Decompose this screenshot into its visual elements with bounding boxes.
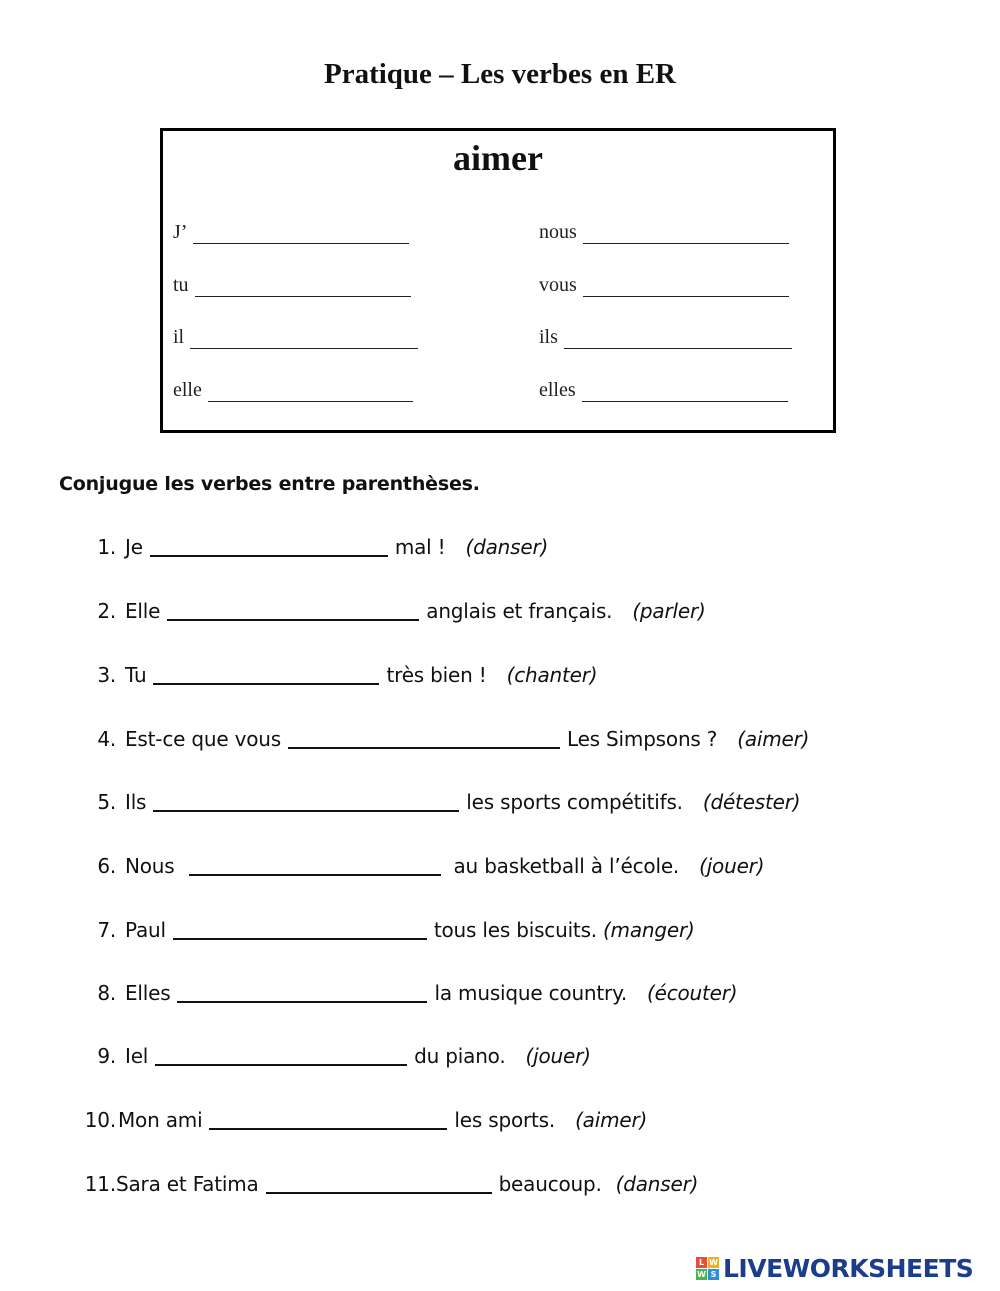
- exercise-item-6: [78, 854, 764, 878]
- exercise-item-4: [78, 727, 809, 751]
- pronoun-row-nous: [539, 221, 789, 244]
- exercise-rest: mal !: [394, 535, 446, 559]
- exercise-item-1: [78, 535, 548, 559]
- exercise-number: 3.: [97, 663, 116, 687]
- exercise-item-10: [78, 1108, 647, 1132]
- pronoun-row-elle: [173, 379, 413, 402]
- verb-hint: (danser): [615, 1172, 699, 1196]
- exercise-subject: Elle: [125, 599, 161, 623]
- pronoun-row-vous: [539, 274, 789, 297]
- pronoun-row-tu: [173, 274, 411, 297]
- answer-field-elles[interactable]: [582, 383, 788, 402]
- answer-field-ils[interactable]: [564, 330, 792, 349]
- conjugation-box: [160, 128, 836, 433]
- answer-blank-10[interactable]: [209, 1110, 447, 1130]
- answer-blank-9[interactable]: [155, 1046, 407, 1066]
- exercise-subject: Est-ce que vous: [125, 727, 281, 751]
- verb-hint: (manger): [602, 918, 695, 942]
- exercise-rest: au basketball à l’école.: [453, 854, 680, 878]
- liveworksheets-logo: [696, 1254, 973, 1283]
- exercise-number: 9.: [97, 1044, 116, 1068]
- answer-blank-2[interactable]: [167, 601, 419, 621]
- answer-blank-8[interactable]: [177, 983, 427, 1003]
- exercise-rest: la musique country.: [434, 981, 628, 1005]
- verb-hint: (écouter): [647, 981, 738, 1005]
- exercise-number: 8.: [97, 981, 116, 1005]
- exercise-subject: Iel: [125, 1044, 149, 1068]
- verb-hint: (jouer): [525, 1044, 591, 1068]
- pronoun-row-elles: [539, 379, 788, 402]
- pronoun-label-je: J’: [173, 221, 188, 243]
- exercise-rest: du piano.: [414, 1044, 506, 1068]
- exercise-number: 1.: [97, 535, 116, 559]
- answer-blank-11[interactable]: [266, 1174, 492, 1194]
- instruction-text: Conjugue les verbes entre parenthèses.: [59, 473, 480, 495]
- answer-blank-1[interactable]: [150, 537, 388, 557]
- exercise-subject: Paul: [125, 918, 166, 942]
- exercise-subject: Je: [125, 535, 143, 559]
- pronoun-label-nous: nous: [539, 221, 577, 243]
- verb-hint: (danser): [465, 535, 549, 559]
- page-title: Pratique – Les verbes en ER: [324, 58, 676, 90]
- exercise-item-8: [78, 981, 737, 1005]
- verb-hint: (chanter): [506, 663, 598, 687]
- exercise-rest: très bien !: [386, 663, 487, 687]
- logo-cube-icon: [696, 1257, 719, 1280]
- exercise-number: 2.: [97, 599, 116, 623]
- pronoun-row-je: [173, 221, 409, 244]
- exercise-number: 5.: [97, 790, 116, 814]
- exercise-rest: Les Simpsons ?: [566, 727, 718, 751]
- exercise-rest: les sports compétitifs.: [466, 790, 683, 814]
- pronoun-label-elles: elles: [539, 379, 576, 401]
- logo-cube-cell: L: [696, 1257, 707, 1268]
- answer-field-je[interactable]: [193, 225, 409, 244]
- verb-hint: (détester): [702, 790, 801, 814]
- exercise-subject: Tu: [125, 663, 147, 687]
- answer-field-tu[interactable]: [195, 278, 411, 297]
- exercise-number: 10.: [84, 1108, 116, 1132]
- exercise-number: 7.: [97, 918, 116, 942]
- answer-blank-4[interactable]: [288, 729, 560, 749]
- answer-field-vous[interactable]: [583, 278, 789, 297]
- exercise-item-5: [78, 790, 800, 814]
- logo-cube-cell: W: [697, 1270, 706, 1279]
- logo-cube-cell: S: [708, 1269, 719, 1280]
- answer-blank-5[interactable]: [153, 792, 459, 812]
- answer-blank-7[interactable]: [173, 920, 427, 940]
- verb-hint: (jouer): [699, 854, 765, 878]
- exercise-item-3: [78, 663, 597, 687]
- answer-field-elle[interactable]: [208, 383, 413, 402]
- answer-field-nous[interactable]: [583, 225, 789, 244]
- exercise-rest: tous les biscuits.: [433, 918, 597, 942]
- pronoun-row-ils: [539, 326, 792, 349]
- exercise-number: 4.: [97, 727, 116, 751]
- exercise-item-11: [78, 1172, 698, 1196]
- exercise-rest: anglais et français.: [426, 599, 613, 623]
- pronoun-row-il: [173, 326, 418, 349]
- exercise-subject: Nous: [125, 854, 175, 878]
- pronoun-label-il: il: [173, 326, 185, 348]
- exercise-subject: Elles: [125, 981, 171, 1005]
- exercise-item-9: [78, 1044, 591, 1068]
- pronoun-label-elle: elle: [173, 379, 202, 401]
- exercise-subject: Mon ami: [118, 1108, 203, 1132]
- verb-hint: (parler): [632, 599, 706, 623]
- logo-cube-cell: W: [709, 1258, 718, 1267]
- exercise-item-7: [78, 918, 695, 942]
- answer-blank-6[interactable]: [189, 856, 441, 876]
- logo-text: LIVEWORKSHEETS: [723, 1254, 974, 1283]
- verb-hint: (aimer): [575, 1108, 648, 1132]
- answer-blank-3[interactable]: [153, 665, 379, 685]
- verb-hint: (aimer): [737, 727, 810, 751]
- pronoun-label-ils: ils: [539, 326, 558, 348]
- exercise-subject: Ils: [125, 790, 147, 814]
- exercise-rest: les sports.: [454, 1108, 556, 1132]
- answer-field-il[interactable]: [190, 330, 418, 349]
- exercise-item-2: [78, 599, 706, 623]
- exercise-number: 11.: [84, 1172, 116, 1196]
- exercise-subject: Sara et Fatima: [116, 1172, 259, 1196]
- pronoun-label-tu: tu: [173, 274, 189, 296]
- exercise-rest: beaucoup.: [498, 1172, 602, 1196]
- pronoun-label-vous: vous: [539, 274, 577, 296]
- exercise-number: 6.: [97, 854, 116, 878]
- verb-heading: aimer: [453, 138, 543, 178]
